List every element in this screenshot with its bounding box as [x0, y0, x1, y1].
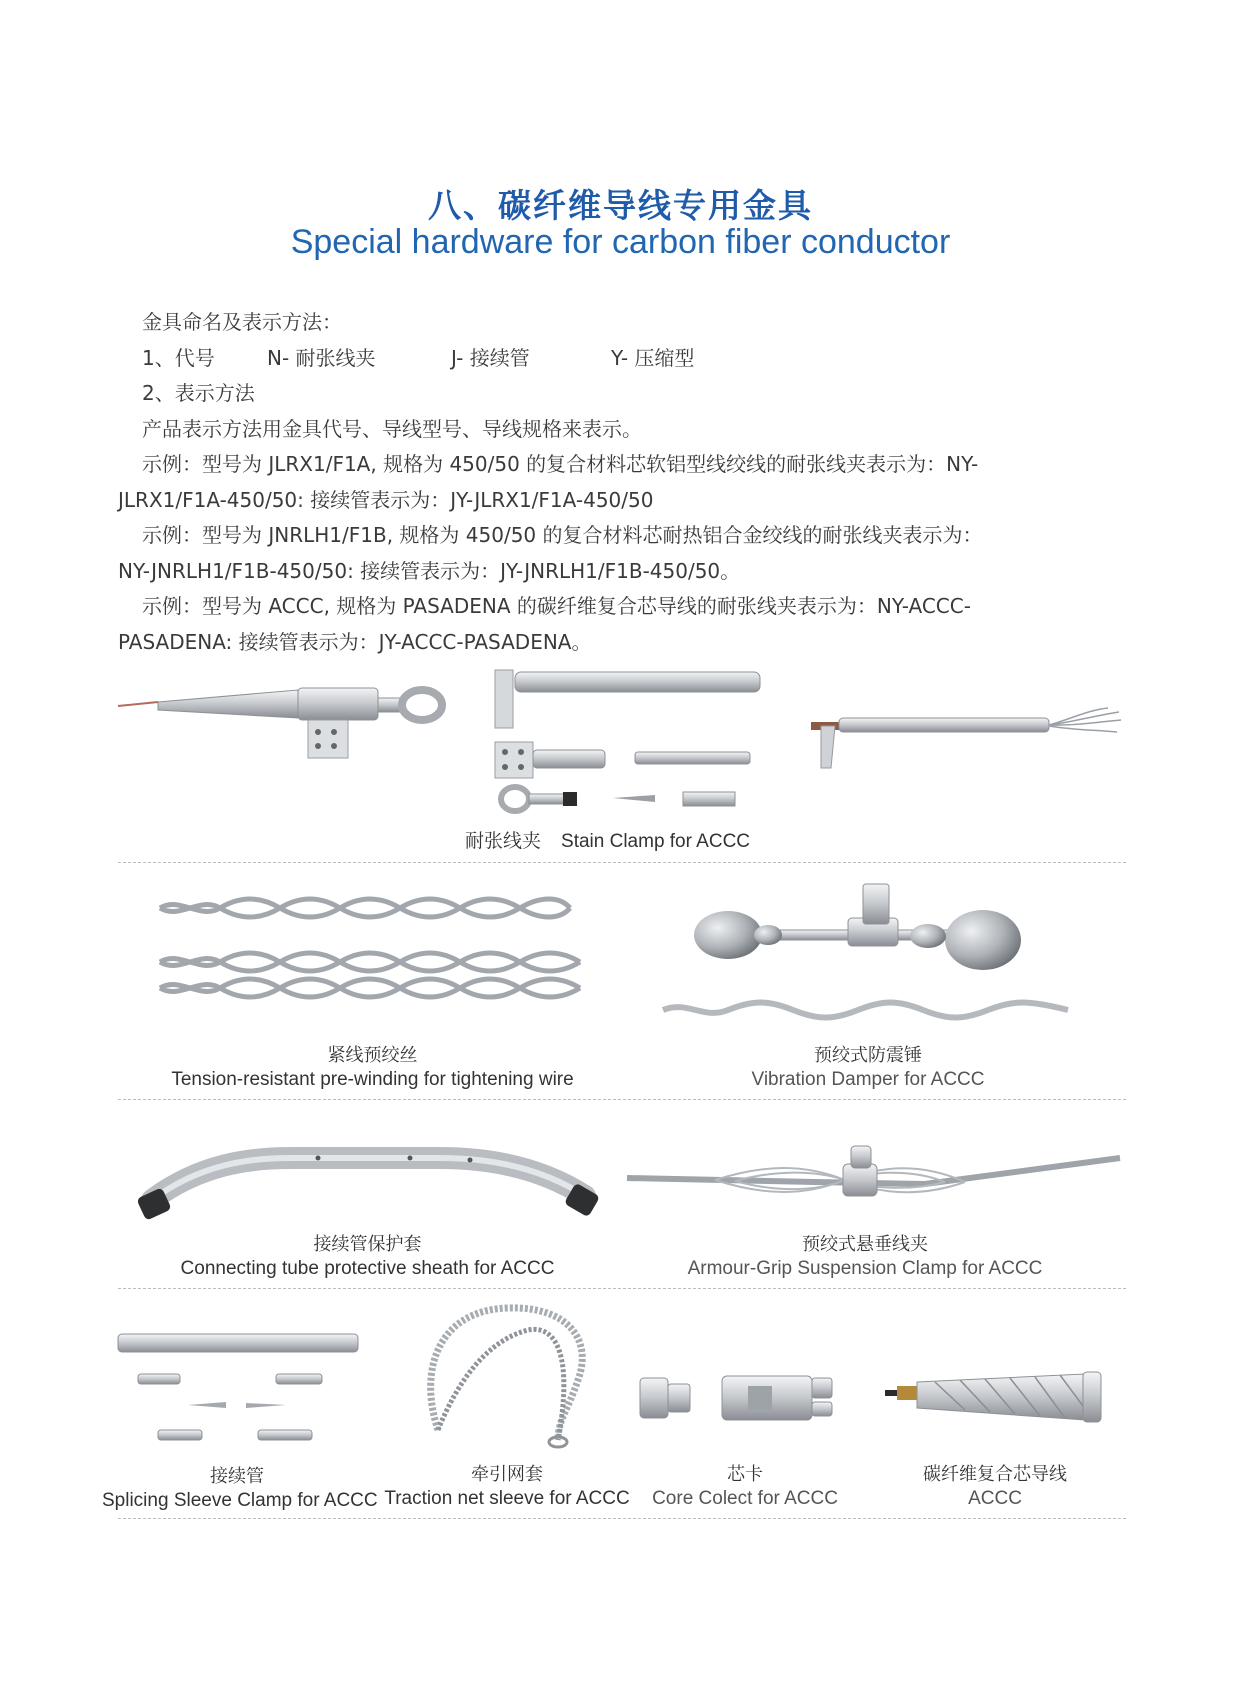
suspension-clamp-image	[625, 1140, 1125, 1210]
code-n: N- 耐张线夹	[267, 345, 376, 370]
example-3-line-1: 示例：型号为 ACCC, 规格为 PASADENA 的碳纤维复合芯导线的耐张线夹表示为：NY-ACCC-	[142, 594, 971, 618]
traction-net-cn: 牵引网套	[471, 1464, 543, 1485]
accc-conductor-image	[885, 1366, 1105, 1428]
core-collect-en: Core Colect for ACCC	[652, 1488, 838, 1509]
code-y: Y- 压缩型	[611, 345, 695, 370]
page-title-en: Special hardware for carbon fiber conductor	[290, 223, 951, 261]
vibration-damper-en: Vibration Damper for ACCC	[751, 1069, 985, 1090]
tension-winding-image	[150, 888, 590, 1013]
method-text: 产品表示方法用金具代号、导线型号、导线规格来表示。	[142, 416, 642, 441]
tension-winding-caption	[135, 1044, 610, 1092]
splicing-sleeve-caption	[102, 1465, 378, 1513]
strain-clamp-assembled-image	[803, 712, 1123, 774]
method-heading: 2、表示方法	[142, 381, 255, 405]
vibration-damper-image	[658, 880, 1078, 1030]
tension-winding-cn: 紧线预绞丝	[327, 1045, 418, 1066]
naming-intro	[118, 305, 1128, 660]
traction-net-caption	[382, 1463, 632, 1511]
strain-clamp-cn: 耐张线夹	[465, 831, 542, 852]
suspension-clamp-caption	[650, 1233, 1080, 1281]
accc-caption	[890, 1463, 1100, 1511]
tension-winding-en: Tension-resistant pre-winding for tightening wire	[171, 1069, 574, 1090]
separator-1	[118, 862, 1126, 863]
protective-sheath-en: Connecting tube protective sheath for ACCC	[180, 1258, 555, 1279]
protective-sheath-caption	[150, 1233, 585, 1281]
example-3-line-2: PASADENA: 接续管表示为：JY-ACCC-PASADENA。	[118, 629, 592, 654]
core-collect-image	[640, 1372, 855, 1422]
page-title-cn: 八、碳纤维导线专用金具	[428, 186, 813, 225]
strain-clamp-caption	[455, 830, 760, 854]
splicing-sleeve-cn: 接续管	[210, 1466, 264, 1487]
strain-clamp-image	[118, 660, 448, 760]
protective-sheath-cn: 接续管保护套	[313, 1234, 422, 1255]
code-line	[118, 341, 1128, 377]
strain-clamp-parts-image	[495, 668, 765, 818]
example-1-line-1: 示例：型号为 JLRX1/F1A, 规格为 450/50 的复合材料芯软铝型线绞线的耐张线夹表示为：NY-	[142, 452, 979, 476]
separator-3	[118, 1288, 1126, 1289]
separator-2	[118, 1099, 1126, 1100]
suspension-clamp-en: Armour-Grip Suspension Clamp for ACCC	[687, 1258, 1043, 1279]
vibration-damper-cn: 预绞式防震锤	[814, 1045, 922, 1066]
code-j: J- 接续管	[451, 345, 530, 370]
accc-en: ACCC	[968, 1488, 1022, 1509]
intro-heading: 金具命名及表示方法：	[142, 310, 342, 334]
example-2-line-1: 示例：型号为 JNRLH1/F1B, 规格为 450/50 的复合材料芯耐热铝合金绞线的耐张线夹表示为：	[142, 523, 983, 547]
suspension-clamp-cn: 预绞式悬垂线夹	[802, 1234, 928, 1255]
traction-net-image	[418, 1300, 603, 1450]
traction-net-en: Traction net sleeve for ACCC	[384, 1488, 630, 1509]
protective-sheath-image	[140, 1146, 595, 1226]
vibration-damper-caption	[668, 1044, 1068, 1092]
separator-4	[118, 1518, 1126, 1519]
code-prefix: 1、代号	[142, 345, 215, 370]
splicing-sleeve-image	[118, 1332, 368, 1447]
example-1-line-2: JLRX1/F1A-450/50: 接续管表示为：JY-JLRX1/F1A-450/50	[118, 487, 654, 512]
core-collect-caption	[640, 1463, 850, 1511]
example-2-line-2: NY-JNRLH1/F1B-450/50: 接续管表示为：JY-JNRLH1/F1B-450/50。	[118, 558, 741, 583]
core-collect-cn: 芯卡	[727, 1464, 763, 1485]
splicing-sleeve-en: Splicing Sleeve Clamp for ACCC	[102, 1490, 378, 1511]
strain-clamp-en: Stain Clamp for ACCC	[561, 831, 751, 852]
accc-cn: 碳纤维复合芯导线	[923, 1464, 1067, 1485]
